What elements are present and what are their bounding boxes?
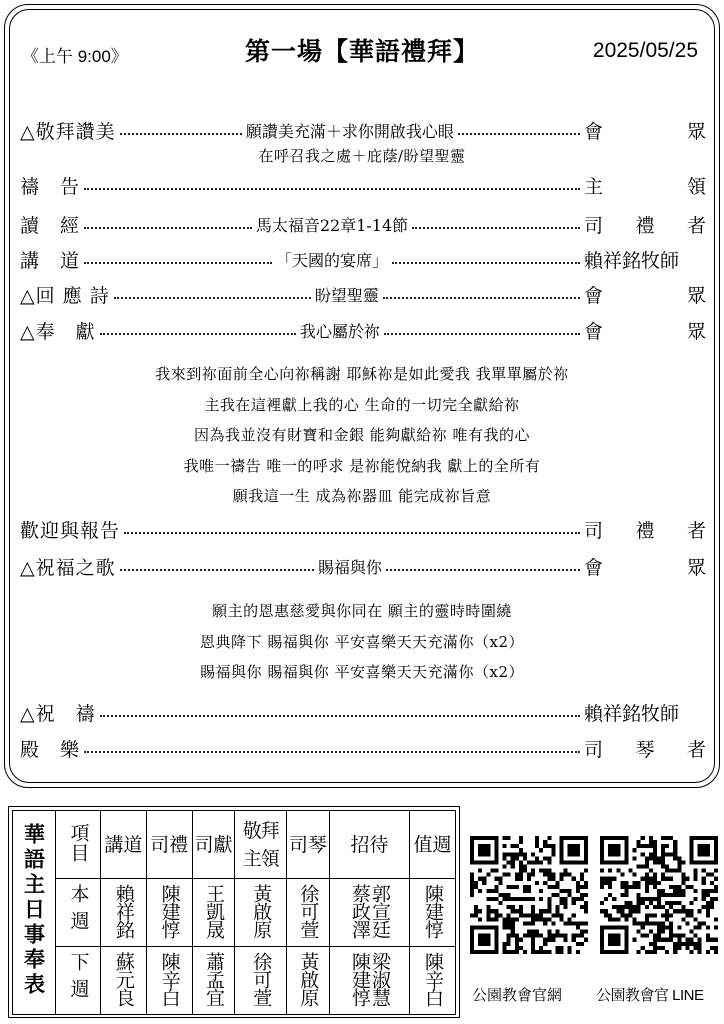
row-label-this-week: 本週: [67, 883, 90, 938]
leader-dots: [120, 125, 242, 135]
column-header-text: 司琴: [288, 833, 327, 856]
server-name: 郭宣廷: [368, 883, 391, 938]
order-item-content: 「天國的宴席」: [276, 250, 389, 270]
order-item: [20, 514, 706, 544]
schedule-cell: [329, 879, 409, 947]
leader-dots: [458, 125, 580, 135]
leader-dots: [84, 254, 272, 264]
leader-dots: [84, 743, 580, 753]
order-item-leader: 司 禮 者: [584, 214, 706, 237]
order-item-content: 盼望聖靈: [314, 285, 379, 305]
order-item-label: 歡迎與報告: [20, 519, 121, 542]
schedule-cell: [146, 879, 192, 947]
server-name: 蘇元良: [112, 951, 135, 1006]
schedule-title-cell: [13, 811, 56, 1015]
order-item-content: 願讚美充滿＋求你開啟我心眼: [245, 121, 454, 141]
row-label-cell: [56, 879, 101, 947]
schedule-cell: [287, 879, 330, 947]
column-header: [146, 811, 192, 879]
server-name: 陳建惇: [348, 951, 371, 1006]
server-name: 陳建惇: [158, 883, 181, 938]
column-header-text: 司禮: [150, 833, 189, 856]
name-pair: [350, 884, 389, 938]
lyric-line: 賜福與你 賜福與你 平安喜樂天天充滿你（x2）: [199, 663, 525, 681]
lyric-line: 恩典降下 賜福與你 平安喜樂天天充滿你（x2）: [199, 632, 525, 651]
schedule-cell: [100, 879, 146, 947]
lyric-line: 因為我並沒有財寶和金銀 能夠獻給祢 唯有我的心: [193, 426, 531, 444]
schedule-cell: [192, 879, 235, 947]
leader-dots: [84, 219, 252, 229]
order-item-label: △祝福之歌: [20, 556, 116, 579]
schedule-cell: [146, 947, 192, 1015]
schedule-row-next-week: [13, 947, 456, 1015]
ministry-schedule-table: [12, 810, 456, 1015]
server-name: 蕭孟宜: [203, 951, 225, 1006]
worship-subtitle: 在呼召我之處＋庇蔭/盼望聖靈: [258, 147, 466, 165]
order-item-label: △敬拜讚美: [20, 120, 116, 143]
row-label-cell: [56, 947, 101, 1015]
server-name: 徐可萱: [250, 951, 273, 1006]
order-item: [20, 115, 706, 145]
order-item: [20, 551, 706, 581]
order-item: [20, 170, 706, 200]
order-item: [20, 244, 706, 274]
order-item: [20, 209, 706, 239]
lyric-line: 我唯一禱告 唯一的呼求 是祢能悅納我 獻上的全所有: [183, 456, 541, 475]
name-pair: [350, 952, 389, 1006]
order-item: [20, 733, 706, 763]
column-header-text: 講道: [104, 833, 143, 856]
order-item-leader: 會 眾: [584, 556, 707, 579]
column-header: [287, 811, 330, 879]
server-name: 賴祥銘: [112, 883, 135, 938]
schedule-cell: [287, 947, 330, 1015]
column-header: [100, 811, 146, 879]
lyric-line: 願主的恩惠慈愛與你同在 願主的靈時時圍繞: [212, 602, 512, 620]
server-name: 徐可萱: [297, 883, 320, 938]
leader-dots: [383, 289, 580, 299]
item-header-cell: [56, 811, 101, 879]
order-item: [20, 279, 706, 309]
order-item-leader: 司 禮 者: [584, 519, 706, 542]
server-name: 陳辛白: [422, 951, 445, 1006]
order-item-label: 讀 經: [20, 214, 81, 237]
order-item-label: 講 道: [20, 249, 81, 272]
server-name: 陳建惇: [422, 883, 445, 938]
leader-dots: [84, 180, 580, 190]
schedule-title: 華語主日事奉表: [21, 823, 47, 998]
column-header: [329, 811, 409, 879]
column-header: [235, 811, 287, 879]
line-qr-code[interactable]: [600, 836, 718, 954]
order-item-leader: 會 眾: [584, 320, 707, 343]
service-title: 第一場【華語禮拜】: [244, 37, 479, 66]
column-header: [410, 811, 456, 879]
leader-dots: [114, 289, 311, 299]
order-item-label: 禱 告: [20, 175, 81, 198]
order-item-leader: 賴祥銘牧師: [584, 702, 680, 725]
order-item-label: 殿 樂: [20, 738, 81, 761]
column-header-text: 值週: [413, 833, 452, 856]
order-item: [20, 315, 706, 345]
server-name: 蔡政澤: [348, 883, 371, 938]
service-date: 2025/05/25: [592, 39, 698, 62]
order-item-label: △回 應 詩: [20, 284, 110, 307]
schedule-cell: [100, 947, 146, 1015]
service-time: 《上午 9:00》: [22, 47, 128, 66]
order-item-label: △奉 獻: [20, 320, 96, 343]
leader-dots: [124, 524, 580, 534]
leader-dots: [392, 254, 580, 264]
schedule-cell: [235, 879, 287, 947]
order-item-content: 我心屬於祢: [299, 321, 380, 341]
order-item-leader: 會 眾: [584, 120, 707, 143]
order-item-leader: 會 眾: [584, 284, 706, 307]
line-qr-label: 公園教會官 LINE: [596, 987, 704, 1004]
order-item-content: 馬太福音22章1-14節: [255, 215, 409, 235]
server-name: 黃啟原: [250, 883, 273, 938]
order-item-content: 賜福與你: [317, 557, 382, 577]
website-qr-code[interactable]: [470, 836, 588, 954]
leader-dots: [412, 219, 580, 229]
schedule-cell: [410, 947, 456, 1015]
server-name: 陳辛白: [158, 951, 181, 1006]
row-label-next-week: 下週: [67, 951, 90, 1006]
item-header: 項目: [67, 822, 90, 863]
schedule-cell: [410, 879, 456, 947]
order-item-leader: 主 領: [584, 175, 706, 198]
schedule-cell: [192, 947, 235, 1015]
schedule-row-this-week: [13, 879, 456, 947]
lyric-line: 願我這一生 成為祢器皿 能完成祢旨意: [232, 487, 492, 505]
leader-dots: [100, 707, 580, 717]
leader-dots: [386, 561, 580, 571]
server-name: 梁淑慧: [368, 951, 391, 1006]
server-name: 王凱晟: [203, 883, 225, 938]
order-item-label: △祝 禱: [20, 702, 96, 725]
column-header-text: 司獻: [194, 833, 233, 856]
order-item-leader: 賴祥銘牧師: [584, 249, 680, 272]
column-header-text: 敬拜主領: [242, 819, 279, 870]
lyric-line: 我來到祢面前全心向祢稱謝 耶穌祢是如此愛我 我單單屬於祢: [155, 365, 569, 383]
lyric-line: 主我在這裡獻上我的心 生命的一切完全獻給祢: [204, 395, 520, 414]
server-name: 黃啟原: [297, 951, 320, 1006]
order-item: [20, 697, 706, 727]
website-qr-label: 公園教會官網: [472, 987, 563, 1004]
column-header-text: 招待: [350, 833, 389, 856]
schedule-cell: [329, 947, 409, 1015]
leader-dots: [120, 561, 314, 571]
leader-dots: [100, 325, 296, 335]
service-header: [0, 32, 724, 72]
column-header: [192, 811, 235, 879]
schedule-cell: [235, 947, 287, 1015]
leader-dots: [384, 325, 580, 335]
order-item-leader: 司 琴 者: [584, 738, 706, 761]
